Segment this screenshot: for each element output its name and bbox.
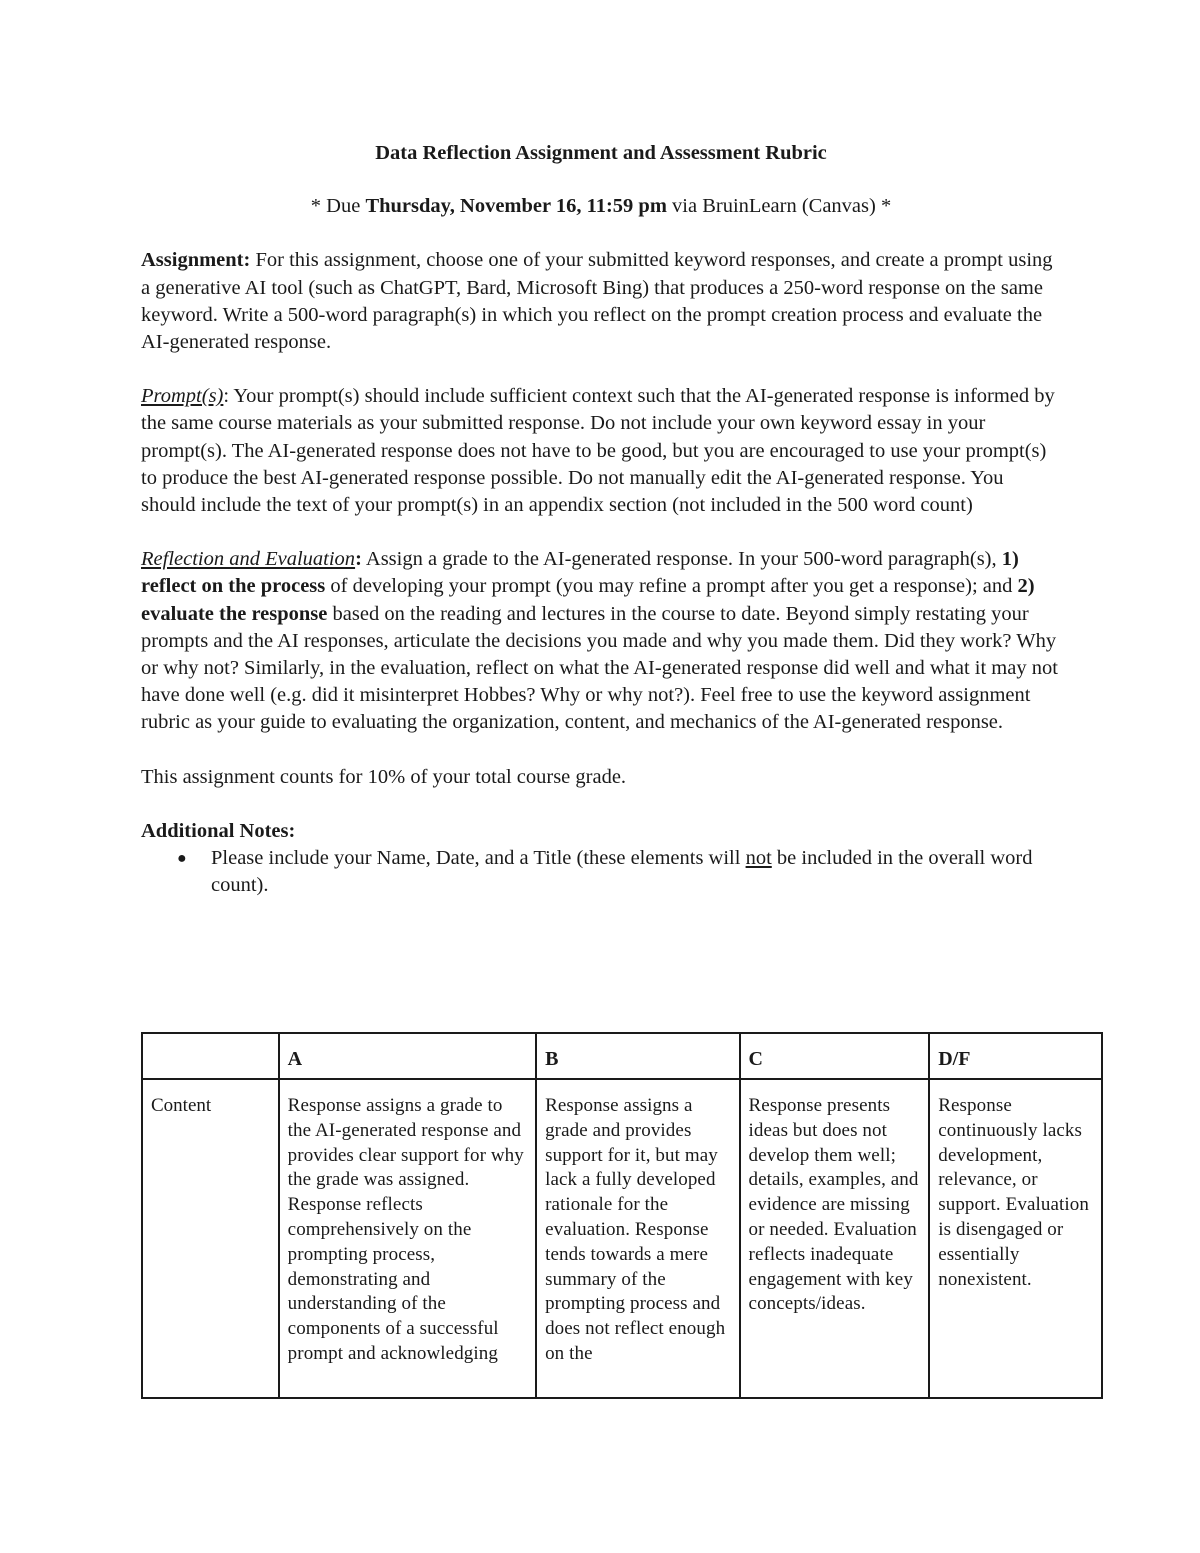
due-date: Thursday, November 16, 11:59 pm [365, 195, 667, 218]
due-line [141, 193, 1061, 220]
assignment-text: For this assignment, choose one of your submitted keyword responses, and create a prompt using a generative AI tool (such as ChatGPT, Bard, Microsoft Bing) that produces a 250-word response on the same keyword. Write a 500-word paragraph(s) in which you reflect on the prompt creation process and evaluate the AI-generated response. [141, 249, 1053, 354]
rubric-header-df: D/F [929, 1033, 1102, 1079]
prompts-paragraph [141, 383, 1061, 519]
rubric-cell-a: Response assigns a grade to the AI-generated response and provides clear support for why the grade was assigned. Response reflects comprehensively on the prompting process, demonstrating and understanding of the components of a successful prompt and acknowledging [279, 1079, 536, 1398]
document-body [141, 140, 1061, 899]
rubric-header-c: C [740, 1033, 930, 1079]
reflection-text-1: Assign a grade to the AI-generated response. In your 500-word paragraph(s), [361, 548, 1002, 571]
notes-list [141, 845, 1061, 899]
assignment-paragraph [141, 247, 1061, 356]
rubric-cell-b: Response assigns a grade and provides support for it, but may lack a fully developed rationale for the evaluation. Response tends towards a mere summary of the prompting process and does not reflect enough on the [536, 1079, 739, 1398]
note-prefix: Please include your Name, Date, and a Title (these elements will [211, 847, 746, 870]
reflection-colon: : [355, 548, 362, 571]
rubric-row-label: Content [142, 1079, 279, 1398]
reflection-paragraph [141, 546, 1061, 736]
due-prefix: * Due [310, 195, 366, 218]
weight-paragraph: This assignment counts for 10% of your total course grade. [141, 765, 627, 788]
note-underlined: not [745, 847, 772, 870]
rubric-table [141, 1032, 1103, 1399]
rubric-cell-df: Response continuously lacks development, relevance, or support. Evaluation is disengaged or essentially nonexistent. [929, 1079, 1102, 1398]
table-row [142, 1079, 1102, 1398]
rubric-cell-c: Response presents ideas but does not develop them well; details, examples, and evidence are missing or needed. Evaluation reflects inadequate engagement with key concepts/ideas. [740, 1079, 930, 1398]
rubric-header-empty [142, 1033, 279, 1079]
reflection-bold-2: 2) evaluate the response [141, 575, 1035, 625]
bullet-icon: ● [177, 850, 187, 868]
rubric-header-b: B [536, 1033, 739, 1079]
notes-heading: Additional Notes: [141, 819, 296, 842]
prompts-label: Prompt(s) [141, 385, 224, 408]
rubric-header-a: A [279, 1033, 536, 1079]
reflection-text-3: based on the reading and lectures in the course to date. Beyond simply restating your prompts and the AI responses, articulate the decisions you made and why you made them. Did they work? Why or why not? Similarly, in the evaluation, reflect on what the AI-generated response did well and what it may not have done well (e.g. did it misinterpret Hobbes? Why or why not?). Feel free to use the keyword assignment rubric as your guide to evaluating the organization, content, and mechanics of the AI-generated response. [141, 602, 1058, 734]
list-item [177, 845, 1061, 899]
assignment-label: Assignment: [141, 249, 251, 272]
prompts-text: : Your prompt(s) should include sufficient context such that the AI-generated response is informed by the same course materials as your submitted response. Do not include your own keyword essay in your prompt(s). The AI-generated response does not have to be good, but you are encouraged to use your prompt(s) to produce the best AI-generated response possible. Do not manually edit the AI-generated response. You should include the text of your prompt(s) in an appendix section (not included in the 500 word count) [141, 385, 1055, 517]
due-suffix: via BruinLearn (Canvas) * [666, 195, 892, 218]
reflection-text-2: of developing your prompt (you may refine a prompt after you get a response); and [325, 575, 1018, 598]
reflection-label: Reflection and Evaluation [141, 548, 356, 571]
reflection-bold-1: 1) reflect on the process [141, 548, 1019, 598]
document-title: Data Reflection Assignment and Assessment Rubric [375, 142, 827, 164]
note-suffix: be included in the overall word count). [211, 847, 1033, 897]
rubric-header-row [142, 1033, 1102, 1079]
